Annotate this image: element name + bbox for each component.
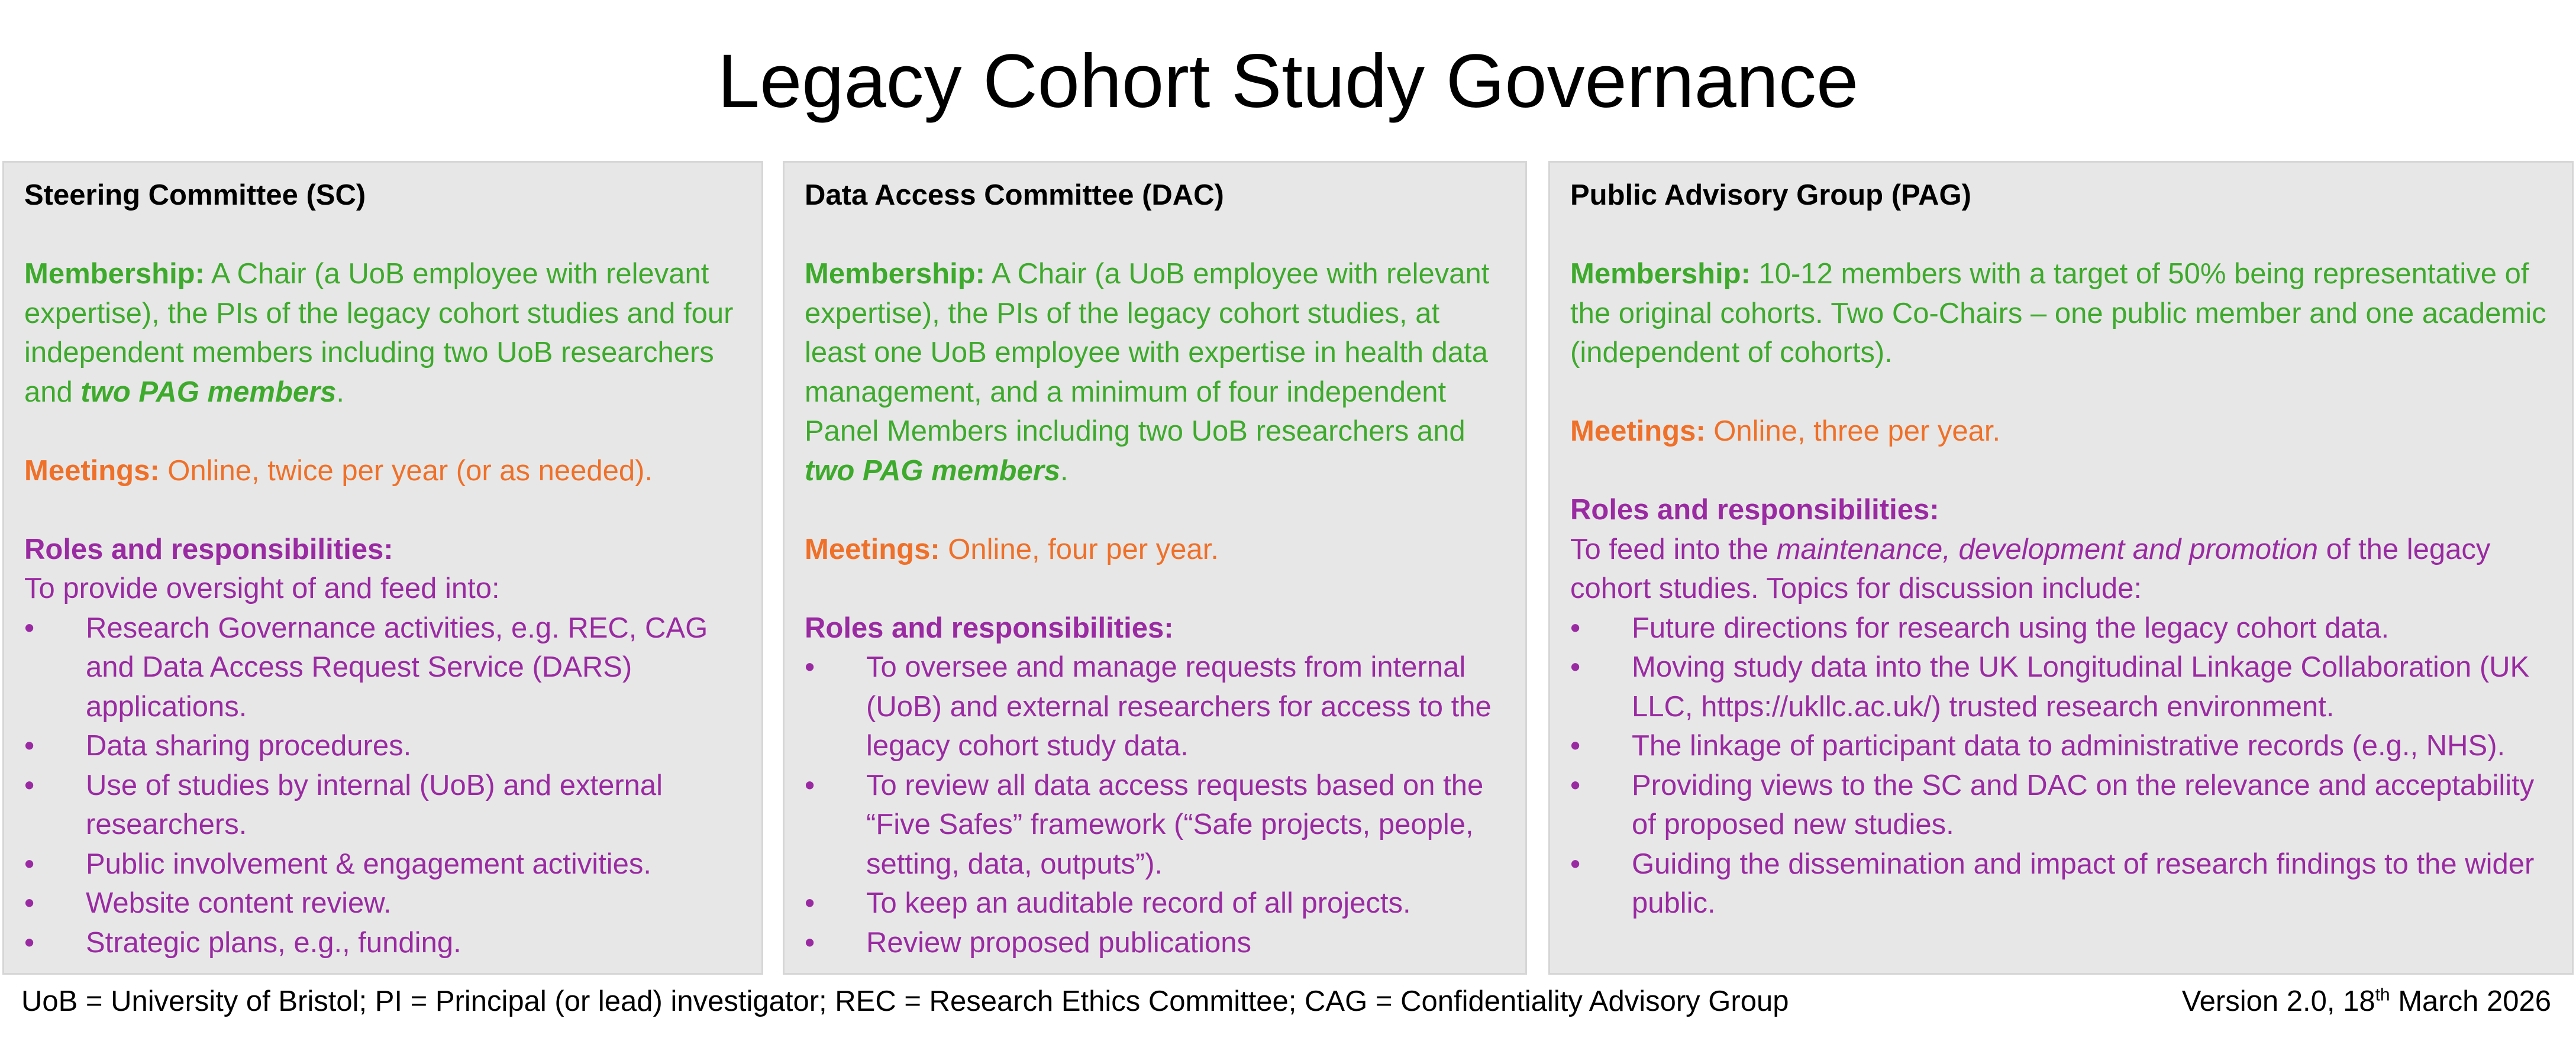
public-advisory-group-panel <box>1548 161 2574 975</box>
membership-emphasis: two PAG members <box>80 376 337 408</box>
list-item <box>24 884 741 923</box>
list-item <box>1570 766 2552 845</box>
panel-heading: Public Advisory Group (PAG) <box>1570 179 1971 211</box>
meetings-text: Online, twice per year (or as needed). <box>159 454 653 487</box>
membership-label: Membership: <box>24 258 205 290</box>
roles-label: Roles and responsibilities: <box>805 612 1174 644</box>
membership-paragraph <box>24 254 741 412</box>
list-item-text: Review proposed publications <box>866 926 1251 959</box>
steering-committee-panel <box>2 161 763 975</box>
list-item-text: To review all data access requests based on the “Five Safes” framework (“Safe projects, people, setting, data, outputs”). <box>866 769 1484 880</box>
meetings-label: Meetings: <box>805 533 940 565</box>
meetings-paragraph <box>24 451 741 491</box>
list-item <box>1570 726 2552 766</box>
list-item <box>1570 648 2552 726</box>
meetings-label: Meetings: <box>1570 415 1706 447</box>
meetings-text: Online, four per year. <box>940 533 1219 565</box>
list-item-text: The linkage of participant data to administrative records (e.g., NHS). <box>1632 730 2506 762</box>
page-title: Legacy Cohort Study Governance <box>717 39 1859 124</box>
meetings-paragraph <box>805 530 1505 570</box>
membership-text: A Chair (a UoB employee with relevant expertise), the PIs of the legacy cohort studies and four independent members including two UoB researchers and <box>24 258 734 408</box>
roles-list <box>1570 609 2552 923</box>
bullet-icon: • <box>24 730 35 762</box>
footer-version <box>2182 982 2551 1021</box>
panel-heading: Steering Committee (SC) <box>24 179 366 211</box>
meetings-label: Meetings: <box>24 454 160 487</box>
membership-emphasis: two PAG members <box>805 454 1061 487</box>
bullet-icon: • <box>805 887 815 919</box>
meetings-text: Online, three per year. <box>1705 415 2001 447</box>
bullet-icon: • <box>1570 612 1581 644</box>
bullet-icon: • <box>24 769 35 801</box>
list-item <box>805 923 1505 963</box>
bullet-icon: • <box>24 612 35 644</box>
roles-label: Roles and responsibilities: <box>1570 494 1939 526</box>
membership-text: 10-12 members with a target of 50% being representative of the original cohorts. Two Co-Chairs – one public member and one academic (independent of cohorts). <box>1570 258 2546 368</box>
list-item <box>1570 845 2552 923</box>
roles-list <box>805 648 1505 962</box>
roles-intro <box>1570 530 2552 609</box>
list-item-text: Public involvement & engagement activities. <box>86 848 652 880</box>
roles-intro-text: To feed into the <box>1570 533 1777 565</box>
list-item <box>24 923 741 963</box>
membership-label: Membership: <box>805 258 985 290</box>
roles-intro: To provide oversight of and feed into: <box>24 573 500 604</box>
list-item-text: Data sharing procedures. <box>86 730 412 762</box>
membership-paragraph <box>805 254 1505 490</box>
membership-label: Membership: <box>1570 258 1751 290</box>
list-item-text: Strategic plans, e.g., funding. <box>86 926 461 959</box>
version-text: Version 2.0, 18 <box>2181 985 2375 1017</box>
list-item <box>24 726 741 766</box>
membership-text: A Chair (a UoB employee with relevant expertise), the PIs of the legacy cohort studies, at least one UoB employee with expertise in health data management, and a minimum of four independent Panel Members including two UoB researchers and <box>805 258 1490 447</box>
list-item <box>805 884 1505 923</box>
footer-abbreviations: UoB = University of Bristol; PI = Principal (or lead) investigator; REC = Research Ethics Committee; CAG = Confidentiality Advisory Group <box>21 985 1789 1017</box>
version-date: March 2026 <box>2390 985 2551 1017</box>
roles-intro-emphasis: maintenance, development and promotion <box>1776 533 2318 565</box>
bullet-icon: • <box>24 887 35 919</box>
bullet-icon: • <box>1570 651 1581 683</box>
list-item-text: To keep an auditable record of all projects. <box>866 887 1411 919</box>
bullet-icon: • <box>24 848 35 880</box>
list-item-text: Guiding the dissemination and impact of research findings to the wider public. <box>1632 848 2535 919</box>
bullet-icon: • <box>805 651 815 683</box>
list-item-text: To oversee and manage requests from internal (UoB) and external researchers for access to the legacy cohort study data. <box>866 651 1492 762</box>
bullet-icon: • <box>805 769 815 801</box>
version-superscript: th <box>2375 985 2390 1005</box>
list-item <box>805 766 1505 884</box>
membership-paragraph <box>1570 254 2552 373</box>
bullet-icon: • <box>24 926 35 959</box>
list-item-text: Research Governance activities, e.g. REC, CAG and Data Access Request Service (DARS) applications. <box>86 612 708 723</box>
data-access-committee-panel <box>783 161 1527 975</box>
meetings-paragraph <box>1570 412 2552 451</box>
list-item-text: Moving study data into the UK Longitudinal Linkage Collaboration (UK LLC, https://ukllc.ac.uk/) trusted research environment. <box>1632 651 2530 723</box>
list-item <box>24 766 741 845</box>
bullet-icon: • <box>805 926 815 959</box>
panel-heading: Data Access Committee (DAC) <box>805 179 1224 211</box>
roles-intro-text-end: of the legacy cohort studies. Topics for discussion include: <box>1570 533 2491 604</box>
membership-end: . <box>1060 454 1069 487</box>
list-item <box>805 648 1505 766</box>
roles-list <box>24 609 741 963</box>
list-item <box>24 845 741 884</box>
membership-end: . <box>336 376 345 408</box>
list-item-text: Website content review. <box>86 887 392 919</box>
bullet-icon: • <box>1570 769 1581 801</box>
list-item-text: Use of studies by internal (UoB) and external researchers. <box>86 769 663 840</box>
bullet-icon: • <box>1570 730 1581 762</box>
roles-label: Roles and responsibilities: <box>24 533 393 565</box>
bullet-icon: • <box>1570 848 1581 880</box>
list-item-text: Providing views to the SC and DAC on the relevance and acceptability of proposed new studies. <box>1632 769 2535 840</box>
list-item <box>24 609 741 727</box>
list-item <box>1570 609 2552 648</box>
list-item-text: Future directions for research using the legacy cohort data. <box>1632 612 2390 644</box>
